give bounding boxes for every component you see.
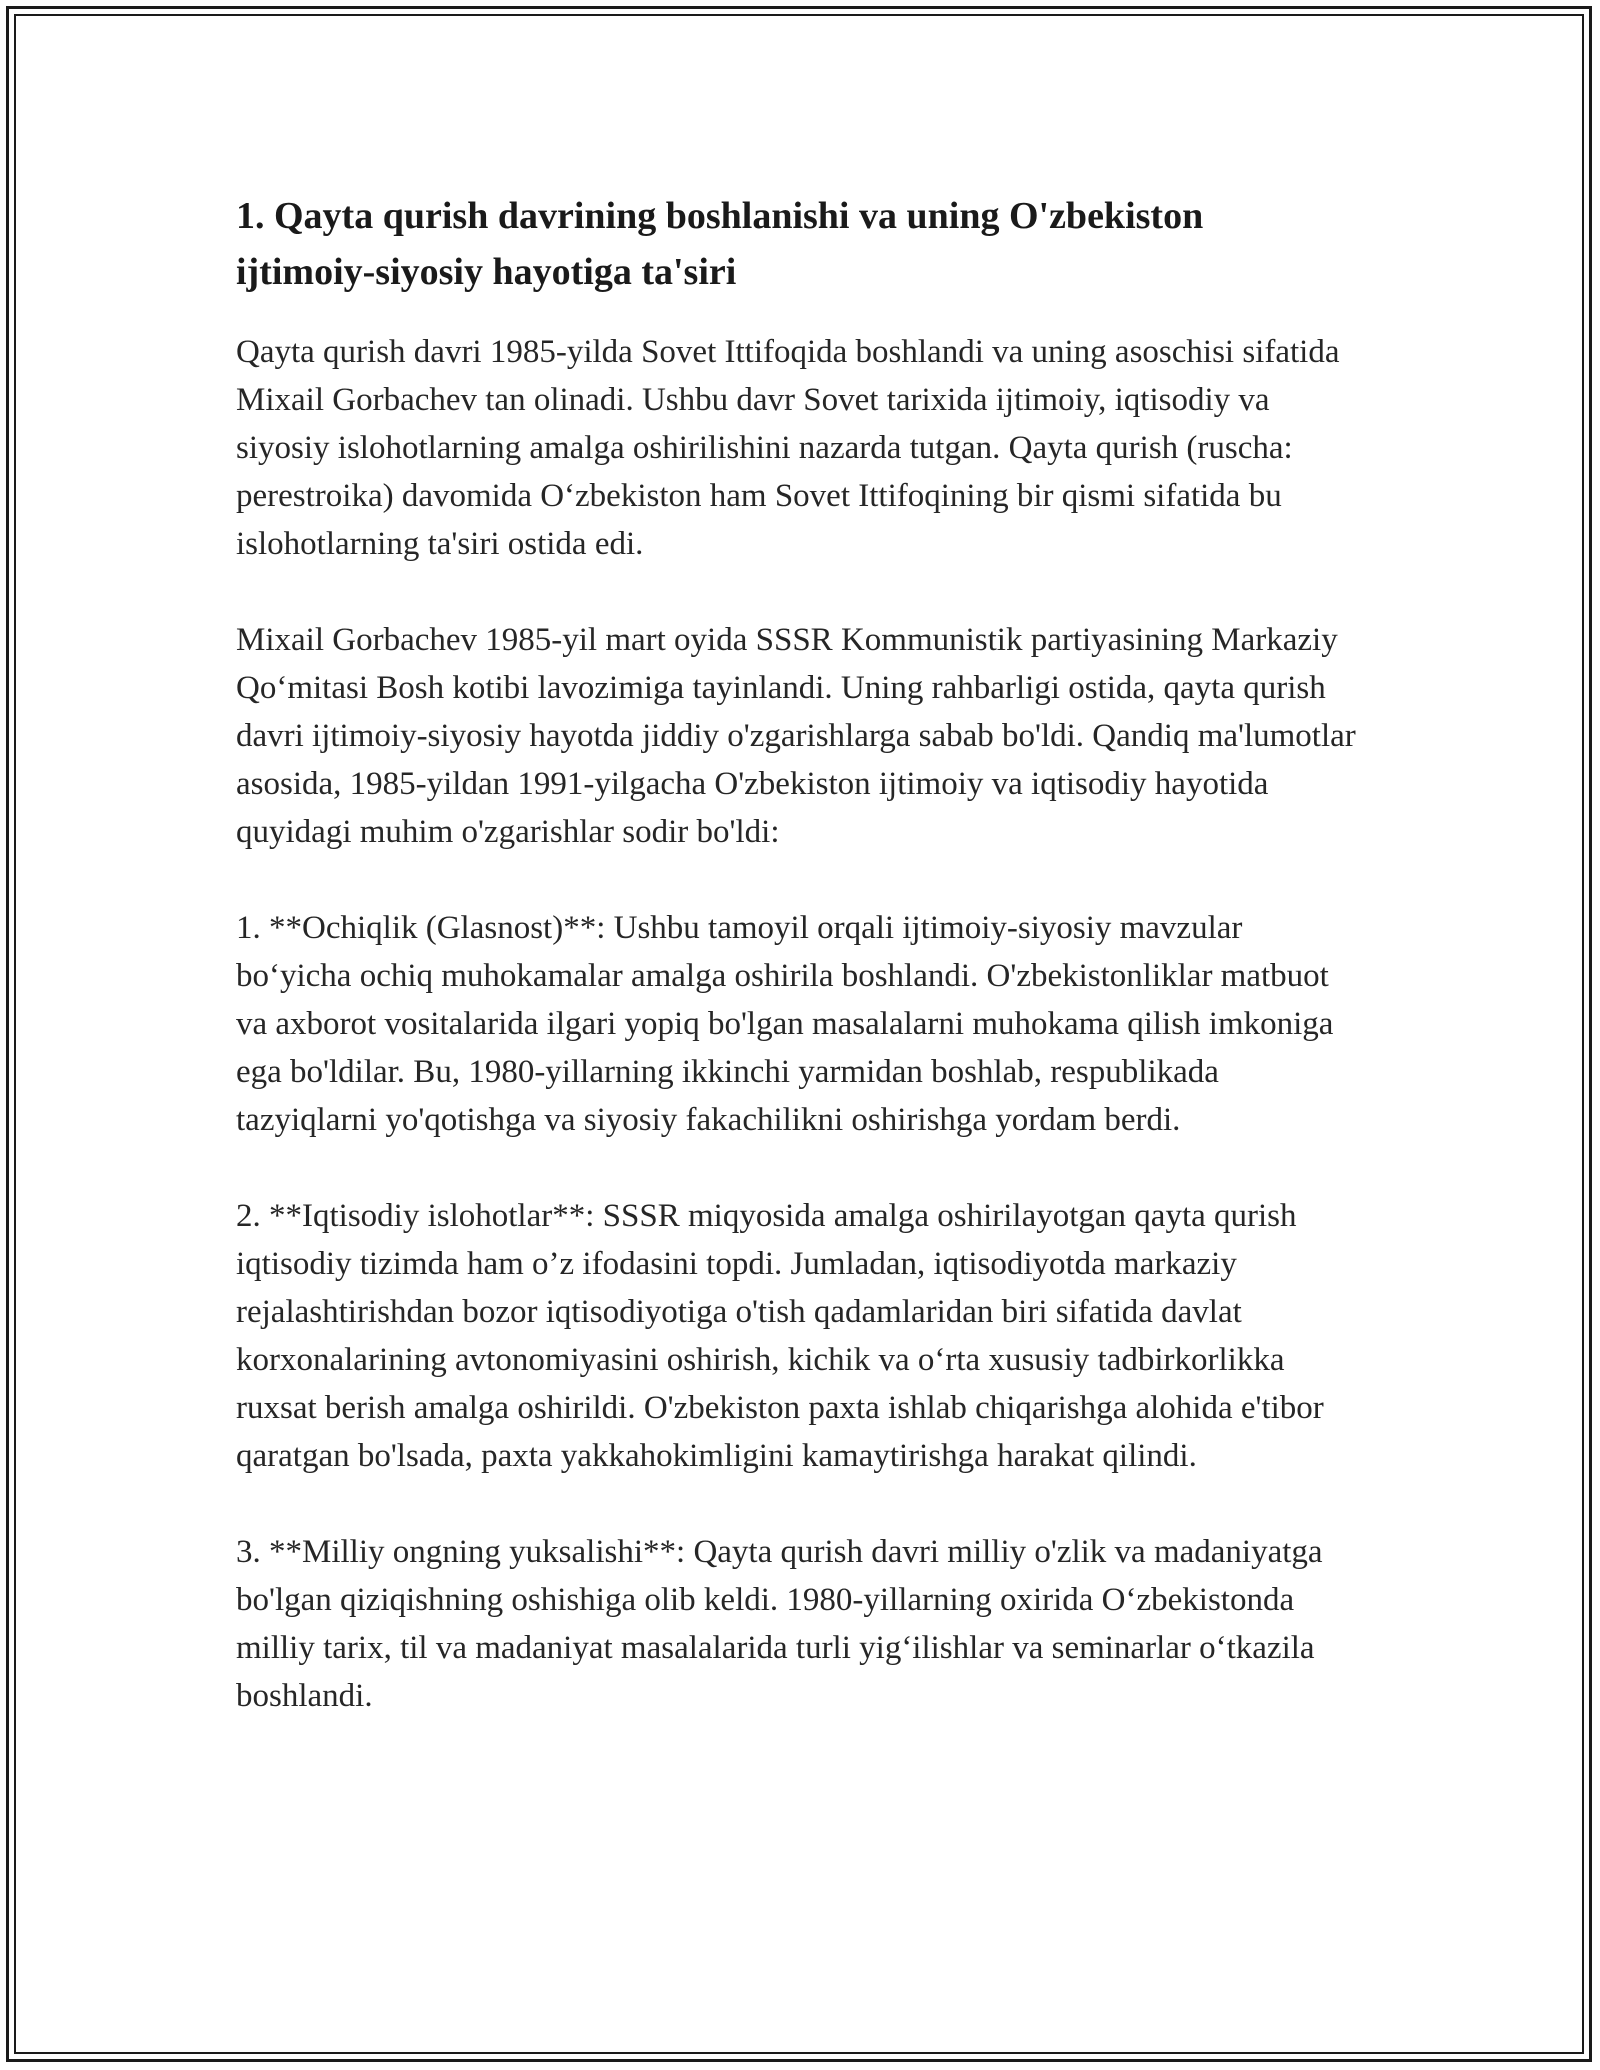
title-line-1: 1. Qayta qurish davrining boshlanishi va uning O'zbekiston xyxy=(236,195,1204,237)
paragraph-glasnost: 1. **Ochiqlik (Glasnost)**: Ushbu tamoyil orqali ijtimoiy-siyosiy mavzular bo‘yicha ochiq muhokamalar amalga oshirila boshlandi. O'zbekistonliklar matbuot va axborot vositalarida ilgari yopiq bo'lgan masalalarni muhokama qilish imkoniga ega bo'ldilar. Bu, 1980-yillarning ikkinchi yarmidan boshlab, respublikada tazyiqlarni yo'qotishga va siyosiy fakachilikni oshirishga yordam berdi. xyxy=(236,910,1334,1138)
paragraph-intro: Qayta qurish davri 1985-yilda Sovet Ittifoqida boshlandi va uning asoschisi sifatida Mixail Gorbachev tan olinadi. Ushbu davr Sovet tarixida ijtimoiy, iqtisodiy va siyosiy islohotlarning amalga oshirilishini nazarda tutgan. Qayta qurish (ruscha: perestroika) davomida O‘zbekiston ham Sovet Ittifoqining bir qismi sifatida bu islohotlarning ta'siri ostida edi. xyxy=(236,334,1340,562)
paragraph-economic-reforms: 2. **Iqtisodiy islohotlar**: SSSR miqyosida amalga oshirilayotgan qayta qurish iqtisodiy tizimda ham o’z ifodasini topdi. Jumladan, iqtisodiyotda markaziy rejalashtirishdan bozor iqtisodiyotiga o'tish qadamlaridan biri sifatida davlat korxonalarining avtonomiyasini oshirish, kichik va o‘rta xususiy tadbirkorlikka ruxsat berish amalga oshirildi. O'zbekiston paxta ishlab chiqarishga alohida e'tibor qaratgan bo'lsada, paxta yakkahokimligini kamaytirishga harakat qilindi. xyxy=(236,1198,1324,1474)
document-title xyxy=(236,188,1366,300)
paragraph-national-consciousness: 3. **Milliy ongning yuksalishi**: Qayta qurish davri milliy o'zlik va madaniyatga bo'lgan qiziqishning oshishiga olib keldi. 1980-yillarning oxirida O‘zbekistonda milliy tarix, til va madaniyat masalalarida turli yig‘ilishlar va seminarlar o‘tkazila boshlandi. xyxy=(236,1534,1323,1714)
paragraph-gorbachev: Mixail Gorbachev 1985-yil mart oyida SSSR Kommunistik partiyasining Markaziy Qo‘mitasi Bosh kotibi lavozimiga tayinlandi. Uning rahbarligi ostida, qayta qurish davri ijtimoiy-siyosiy hayotda jiddiy o'zgarishlarga sabab bo'ldi. Qandiq ma'lumotlar asosida, 1985-yildan 1991-yilgacha O'zbekiston ijtimoiy va iqtisodiy hayotida quyidagi muhim o'zgarishlar sodir bo'ldi: xyxy=(236,622,1356,850)
document-body xyxy=(236,188,1366,1768)
title-line-2: ijtimoiy-siyosiy hayotiga ta'siri xyxy=(236,251,737,293)
